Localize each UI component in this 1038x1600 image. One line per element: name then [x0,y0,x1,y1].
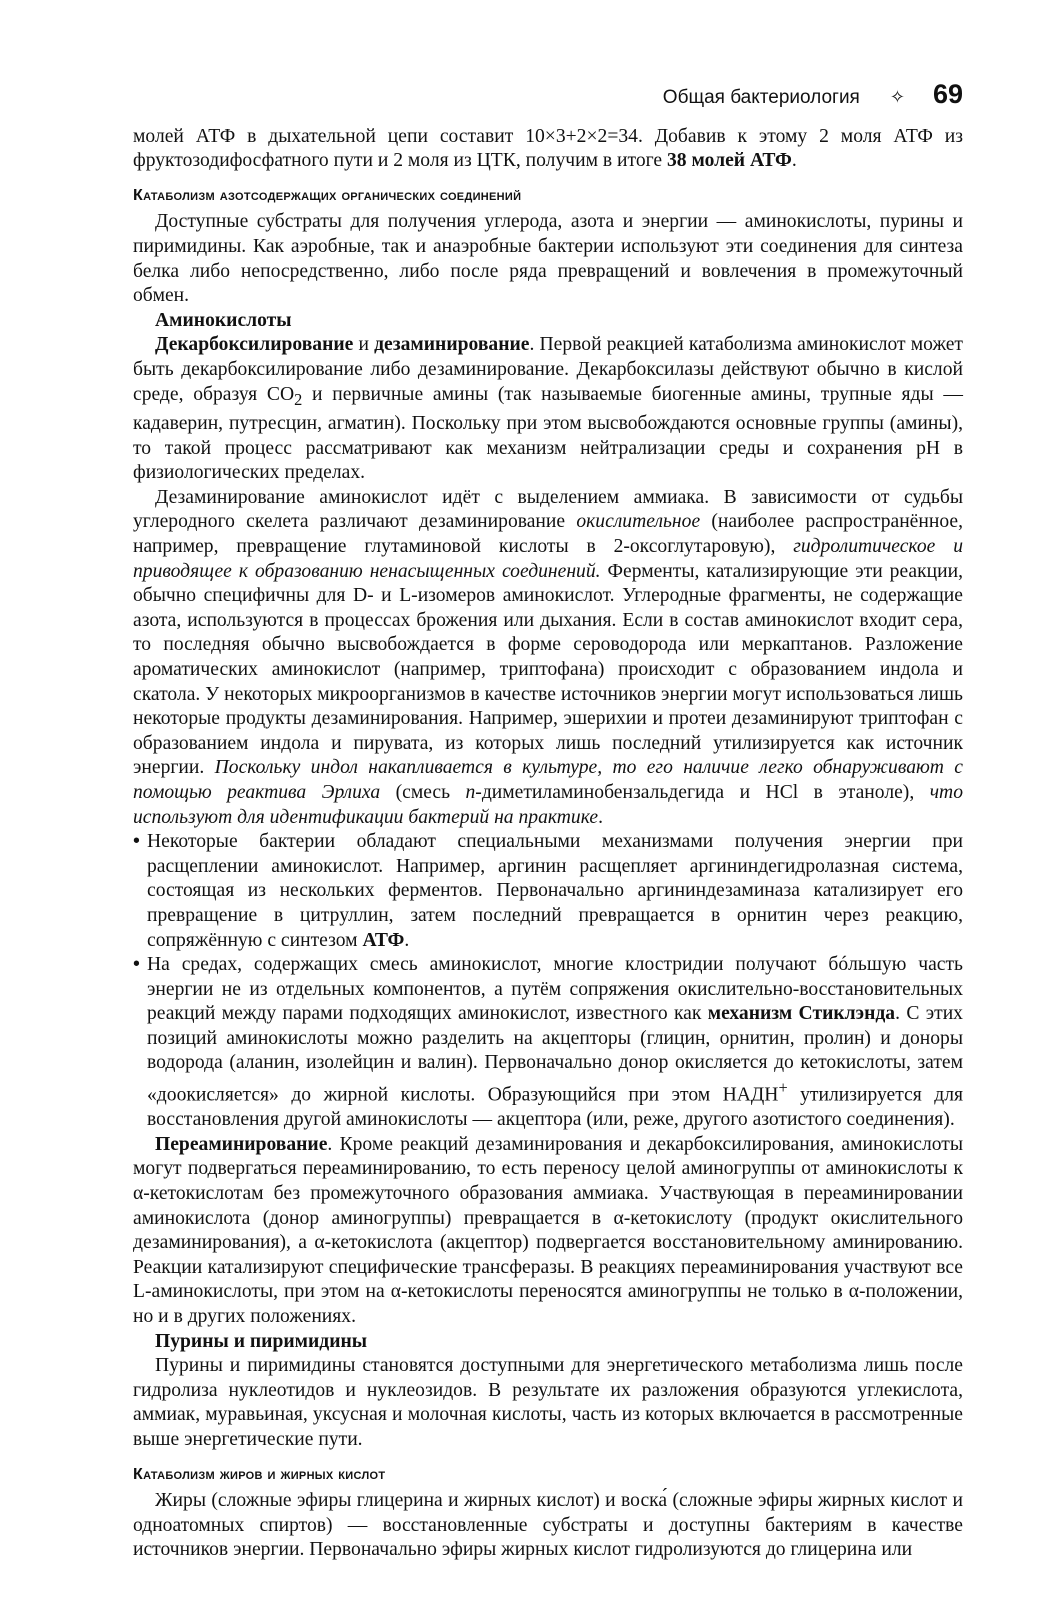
co2-subscript: 2 [294,389,303,409]
indole-note-italic: Поскольку индол накапливается в культуре, то его наличие легко обнаруживают с помощью реактива Эрлиха [133,757,963,803]
running-title: Общая бактериология [662,87,860,108]
bullet-stickland [133,953,963,1133]
intro-paragraph [133,125,963,174]
purines-paragraph: Пурины и пиримидины становятся доступными для энергетического метаболизма лишь после гидролиза нуклеотидов и нуклеозидов. В результате их разложения образуются углекислота, аммиак, муравьиная, уксусная и молочная кислоты, часть из которых включается в рассмотренные выше энергетические пути. [133,1355,963,1450]
diamond-separator-icon: ✧ [889,87,905,107]
subheading-purines: Пурины и пиримидины [155,1330,368,1352]
nitrogen-paragraph: Доступные субстраты для получения углерода, азота и энергии — аминокислоты, пурины и пиримидины. Как аэробные, так и анаэробные бактерии используют эти соединения для синтеза белка либо непосредственно, либо после ряда превращений и вовлечения в промежуточный обмен. [133,211,963,307]
term-stickland-mechanism: механизм Стиклэнда [707,1003,896,1025]
nadh-superscript: + [778,1078,788,1098]
intro-end: . [791,150,797,172]
intro-text: молей АТФ в дыхательной цепи составит 10×3+2×2=34. Добавив к этому 2 моля АТФ из фруктозодифосфатного пути и 2 моля из ЦТК, получим в итоге [133,125,963,172]
page-content [133,79,964,1563]
stickland-text-3: утилизируется для восстановления другой аминокислоты — акцептора (или, реже, другого азотистого соединения). [147,1084,963,1131]
transamination-paragraph [133,1133,963,1330]
decarboxylation-text-1: . Первой реакцией катаболизма аминокислот может быть декарбоксилирование либо дезаминирование. Декарбоксилазы действуют обычно в кислой среде, образуя CO [133,334,963,405]
running-header [133,79,963,111]
page-number: 69 [932,79,963,109]
term-deamination: дезаминирование [374,334,530,356]
deamination-text-4: (смесь [380,781,466,803]
deamination-text-5: -диметиламинобензальдегида и HCl в этаноле), [475,781,930,803]
deamination-text-3: Ферменты, катализирующие эти реакции, обычно специфичны для D- и L-изомеров аминокислот. Углеродные фрагменты, не содержащие азота, используются в процессах брожения или дыхания. Если в состав аминокислот входит сера, то последняя обычно высвобождается в форме сероводорода или меркаптанов. Разложение ароматических аминокислот (например, триптофана) происходит с образованием индола и скатола. У некоторых микроорганизмов в качестве источников энергии могут использоваться лишь некоторые продукты дезаминирования. Например, эшерихии и протеи дезаминируют триптофан с образованием индола и пирувата, из которых лишь последний утилизируется как источник энергии. [133,560,963,779]
term-hydrolytic: гидролитическое и приводящее к образованию ненасыщенных соединений. [133,536,963,582]
stickland-text-1: На средах, содержащих смесь аминокислот, многие клостридии получают бóльшую часть энергии не из отдельных компонентов, а путём сопряжения окислительно-восстановительных реакций между парами подходящих аминокислот, известного как [147,954,963,1025]
arginine-text-2: . [404,929,410,951]
term-transamination: Переаминирование [155,1133,328,1155]
transamination-text: . Кроме реакций дезаминирования и декарбоксилирования, аминокислоты могут подвергаться переаминированию, то есть переносу целой аминогруппы от аминокислоты к α-кетокислотам без промежуточного образования аммиака. Участвующая в переаминировании аминокислота (донор аминогруппы) превращается в α-кетокислоту (продукт окислительного дезаминирования), а α-кетокислота (акцептор) подвергается восстановительному аминированию. Реакции катализируют специфические трансферазы. В реакциях переаминирования участвуют все L-аминокислоты, при этом на α-кетокислоты переносятся аминогруппы не только в α-положении, но и в других положениях. [133,1133,963,1327]
deamination-text-1: Дезаминирование аминокислот идёт с выделением аммиака. В зависимости от судьбы углеродного скелета различают дезаминирование [133,486,963,533]
conjunction: и [353,334,375,356]
decarboxylation-paragraph [133,333,963,485]
deamination-paragraph [133,486,963,830]
section-heading-fats: Катаболизм жиров и жирных кислот [133,1465,386,1483]
section-heading-nitrogen: Катаболизм азотсодержащих органических соединений [133,186,522,204]
arginine-text-1: Некоторые бактерии обладают специальными механизмами получения энергии при расщеплении аминокислот. Например, аргинин расщепляет аргининдегидролазная система, состоящая из нескольких ферментов. Первоначально аргининдезаминаза катализирует его превращение в цитруллин, затем последний превращается в орнитин через реакцию, сопряжённую с синтезом [147,831,963,951]
deamination-text-6: . [598,806,604,828]
intro-bold-result: 38 молей АТФ [667,150,792,172]
term-decarboxylation: Декарбоксилирование [155,334,354,356]
decarboxylation-text-2: и первичные амины (так называемые биогенные амины, трупные яды — кадаверин, путресцин, агматин). Поскольку при этом высвобождаются основные группы (амины), то такой процесс рассматривают как механизм нейтрализации среды и сохранения pH в физиологических пределах. [133,383,964,484]
term-oxidative: окислительное [576,511,701,533]
stickland-text-2: . С этих позиций аминокислоты можно разделить на акцепторы (глицин, орнитин, пролин) и доноры водорода (аланин, изолейцин и валин). Первоначально донор окисляется до кетокислоты, затем «доокисляется» до жирной кислоты. Образующийся при этом НАДН [147,1003,963,1106]
bullet-arginine [133,830,963,953]
identification-note-italic: что используют для идентификации бактерий на практике [133,781,963,828]
deamination-text-2: (наиболее распространённое, например, превращение глутаминовой кислоты в 2-оксоглутаровую), [133,511,963,557]
fats-paragraph: Жиры (сложные эфиры глицерина и жирных кислот) и воска́ (сложные эфиры жирных кислот и одноатомных спиртов) — восстановленные субстраты и доступны бактериям в качестве источников энергии. Первоначально эфиры жирных кислот гидролизуются до глицерина или [133,1490,963,1561]
subheading-amino-acids: Аминокислоты [155,309,292,331]
para-prefix-italic: п [465,781,476,803]
atp-bold: АТФ [362,929,405,951]
